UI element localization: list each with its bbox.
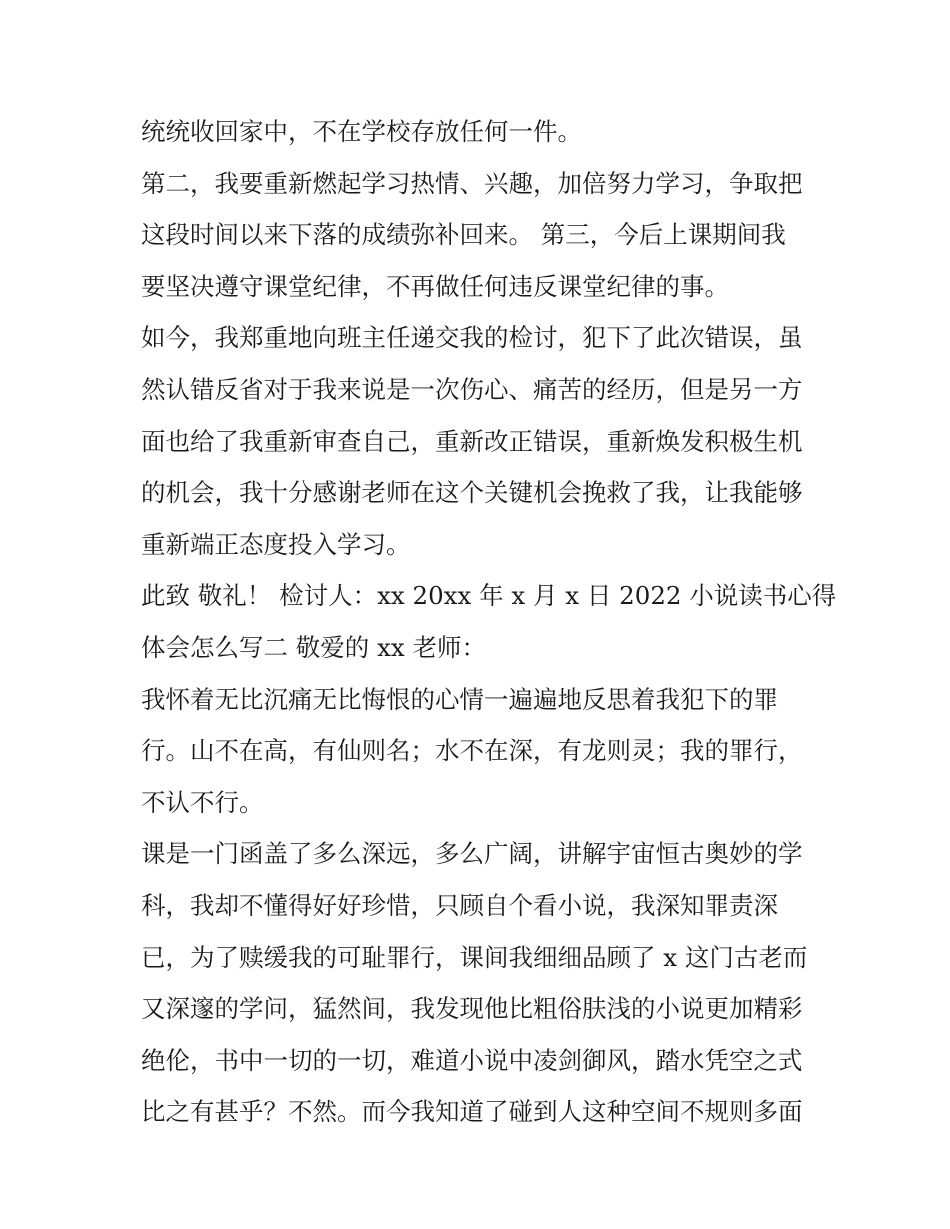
text-line: 行。山不在高，有仙则名；水不在深，有龙则灵；我的罪行， <box>141 736 803 766</box>
text-line: 此致 敬礼！ 检讨人：xx 20xx 年 x 月 x 日 2022 小说读书心得 <box>141 581 837 611</box>
document-body <box>141 106 837 1138</box>
text-line: 我怀着无比沉痛无比悔恨的心情一遍遍地反思着我犯下的罪 <box>141 684 778 714</box>
text-line: 比之有甚乎？不然。而今我知道了碰到人这种空间不规则多面 <box>141 1097 803 1127</box>
text-line: 面也给了我重新审查自己，重新改正错误，重新焕发积极生机 <box>141 426 803 456</box>
text-line: 已，为了赎缓我的可耻罪行，课间我细细品顾了 x 这门古老而 <box>141 942 808 972</box>
text-line: 重新端正态度投入学习。 <box>141 529 411 559</box>
text-line: 课是一门函盖了多么深远，多么广阔，讲解宇宙恒古奥妙的学 <box>141 839 803 869</box>
text-line: 这段时间以来下落的成绩弥补回来。 第三，今后上课期间我 <box>141 220 786 250</box>
text-line: 不认不行。 <box>141 787 264 817</box>
text-line: 要坚决遵守课堂纪律，不再做任何违反课堂纪律的事。 <box>141 271 729 301</box>
text-line: 绝伦，书中一切的一切，难道小说中凌剑御风，踏水凭空之式 <box>141 1045 803 1075</box>
text-line: 然认错反省对于我来说是一次伤心、痛苦的经历，但是另一方 <box>141 374 803 404</box>
text-line: 统统收回家中，不在学校存放任何一件。 <box>141 117 582 146</box>
text-line: 体会怎么写二 敬爱的 xx 老师： <box>141 632 486 662</box>
text-line: 的机会，我十分感谢老师在这个关键机会挽救了我，让我能够 <box>141 478 803 508</box>
text-line: 科，我却不懂得好好珍惜，只顾自个看小说，我深知罪责深 <box>141 890 778 920</box>
text-line: 第二，我要重新燃起学习热情、兴趣，加倍努力学习，争取把 <box>141 168 803 198</box>
text-line: 如今，我郑重地向班主任递交我的检讨，犯下了此次错误，虽 <box>141 323 803 353</box>
text-line: 又深邃的学问，猛然间，我发现他比粗俗肤浅的小说更加精彩 <box>141 994 803 1024</box>
